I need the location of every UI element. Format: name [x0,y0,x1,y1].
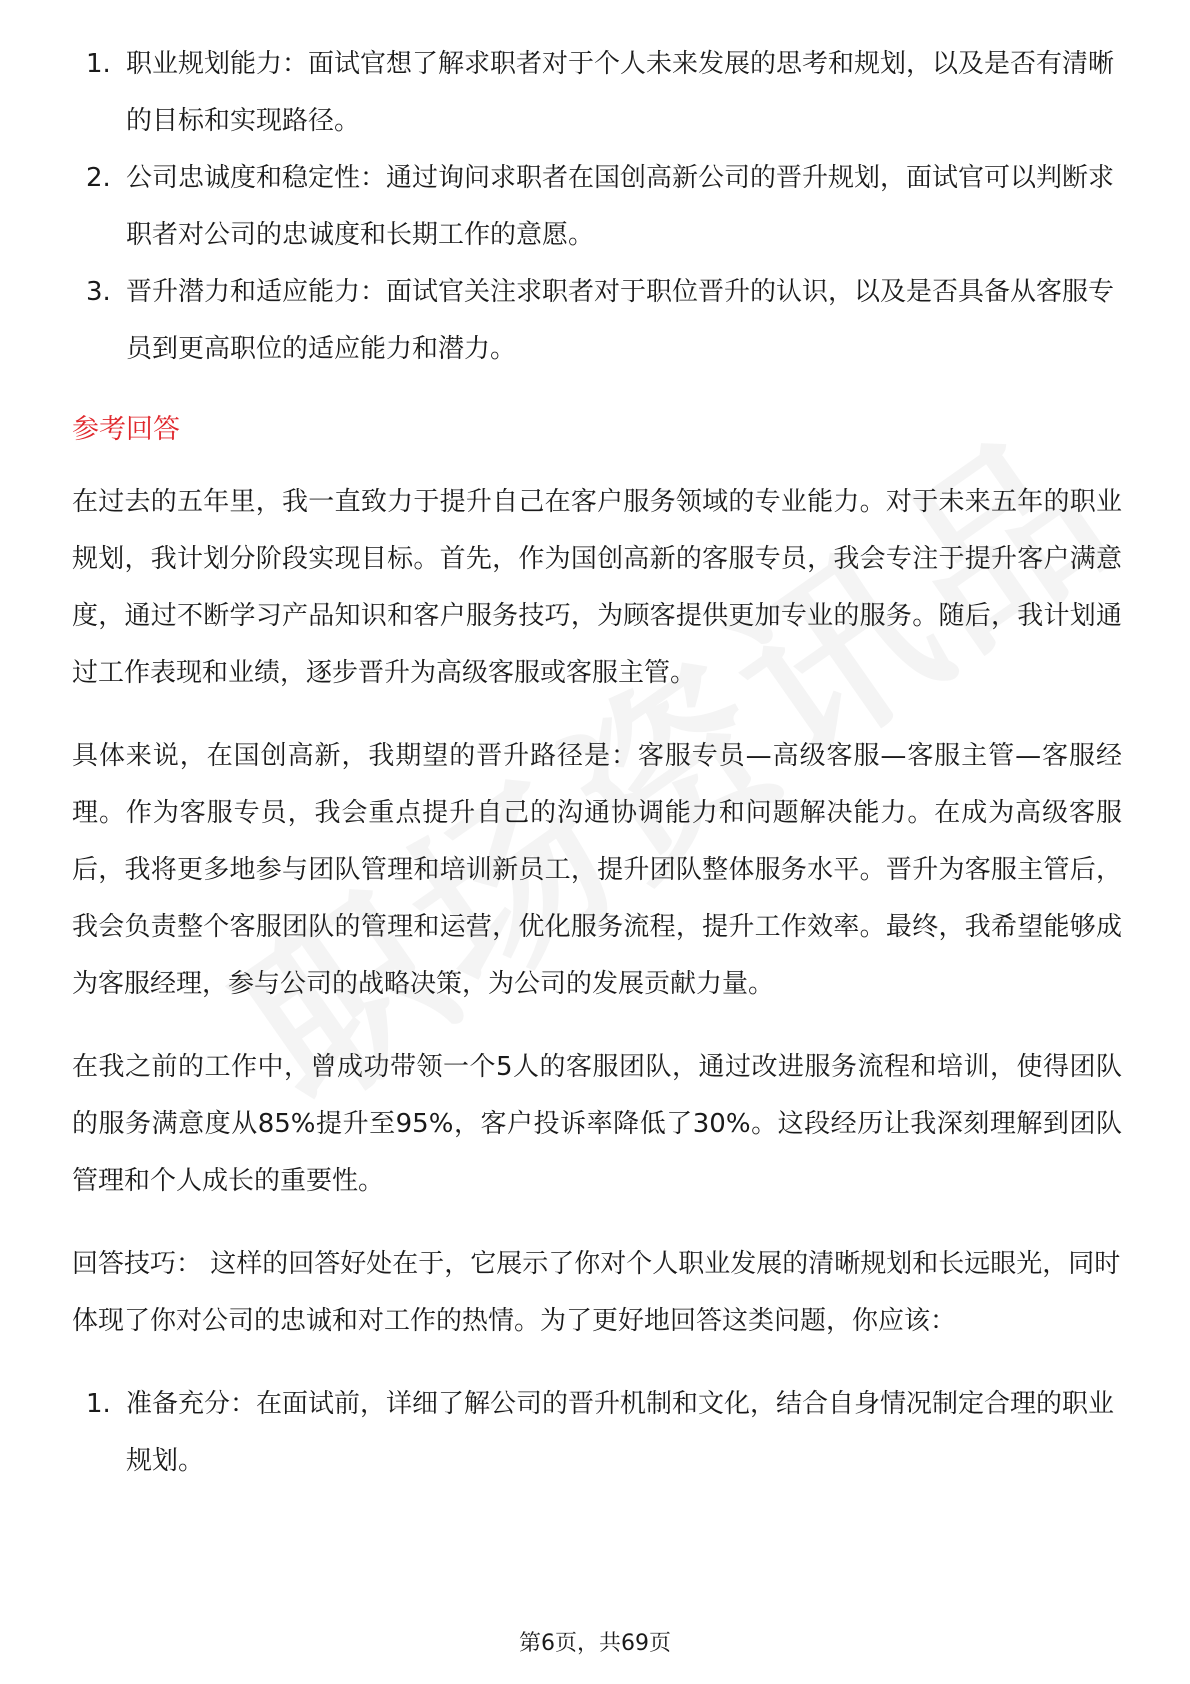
list-item-number: 1. [86,49,111,79]
tips-list [72,1376,1122,1490]
answer-tips: 回答技巧： 这样的回答好处在于，它展示了你对个人职业发展的清晰规划和长远眼光，同时体现了你对公司的忠诚和对工作的热情。为了更好地回答这类问题，你应该： [72,1249,1121,1336]
list-item-text: 晋升潜力和适应能力：面试官关注求职者对于职位晋升的认识，以及是否具备从客服专员到更高职位的适应能力和潜力。 [126,277,1115,364]
list-item-number: 3. [86,277,111,307]
list-item [72,264,1122,378]
content [72,36,1122,1490]
list-item [72,1376,1122,1490]
answer-paragraph: 在我之前的工作中，曾成功带领一个5人的客服团队，通过改进服务流程和培训，使得团队的服务满意度从85%提升至95%，客户投诉率降低了30%。这段经历让我深刻理解到团队管理和个人成长的重要性。 [72,1052,1122,1196]
list-item-number: 2. [86,163,111,193]
list-item-number: 1. [86,1389,111,1419]
list-item [72,150,1122,264]
interviewer-focus-list [72,36,1122,378]
list-item-text: 公司忠诚度和稳定性：通过询问求职者在国创高新公司的晋升规划，面试官可以判断求职者对公司的忠诚度和长期工作的意愿。 [126,163,1115,250]
answer-paragraph: 具体来说，在国创高新，我期望的晋升路径是：客服专员—高级客服—客服主管—客服经理。作为客服专员，我会重点提升自己的沟通协调能力和问题解决能力。在成为高级客服后，我将更多地参与团队管理和培训新员工，提升团队整体服务水平。晋升为客服主管后，我会负责整个客服团队的管理和运营，优化服务流程，提升工作效率。最终，我希望能够成为客服经理，参与公司的战略决策，为公司的发展贡献力量。 [72,741,1122,999]
list-item-text: 职业规划能力：面试官想了解求职者对于个人未来发展的思考和规划，以及是否有清晰的目标和实现路径。 [126,49,1115,136]
list-item-text: 准备充分：在面试前，详细了解公司的晋升机制和文化，结合自身情况制定合理的职业规划。 [126,1389,1115,1476]
list-item [72,36,1122,150]
section-heading: 参考回答 [72,414,180,445]
page-number: 第6页，共69页 [519,1631,671,1656]
answer-paragraph: 在过去的五年里，我一直致力于提升自己在客户服务领域的专业能力。对于未来五年的职业规划，我计划分阶段实现目标。首先，作为国创高新的客服专员，我会专注于提升客户满意度，通过不断学习产品知识和客户服务技巧，为顾客提供更加专业的服务。随后，我计划通过工作表现和业绩，逐步晋升为高级客服或客服主管。 [72,487,1122,688]
